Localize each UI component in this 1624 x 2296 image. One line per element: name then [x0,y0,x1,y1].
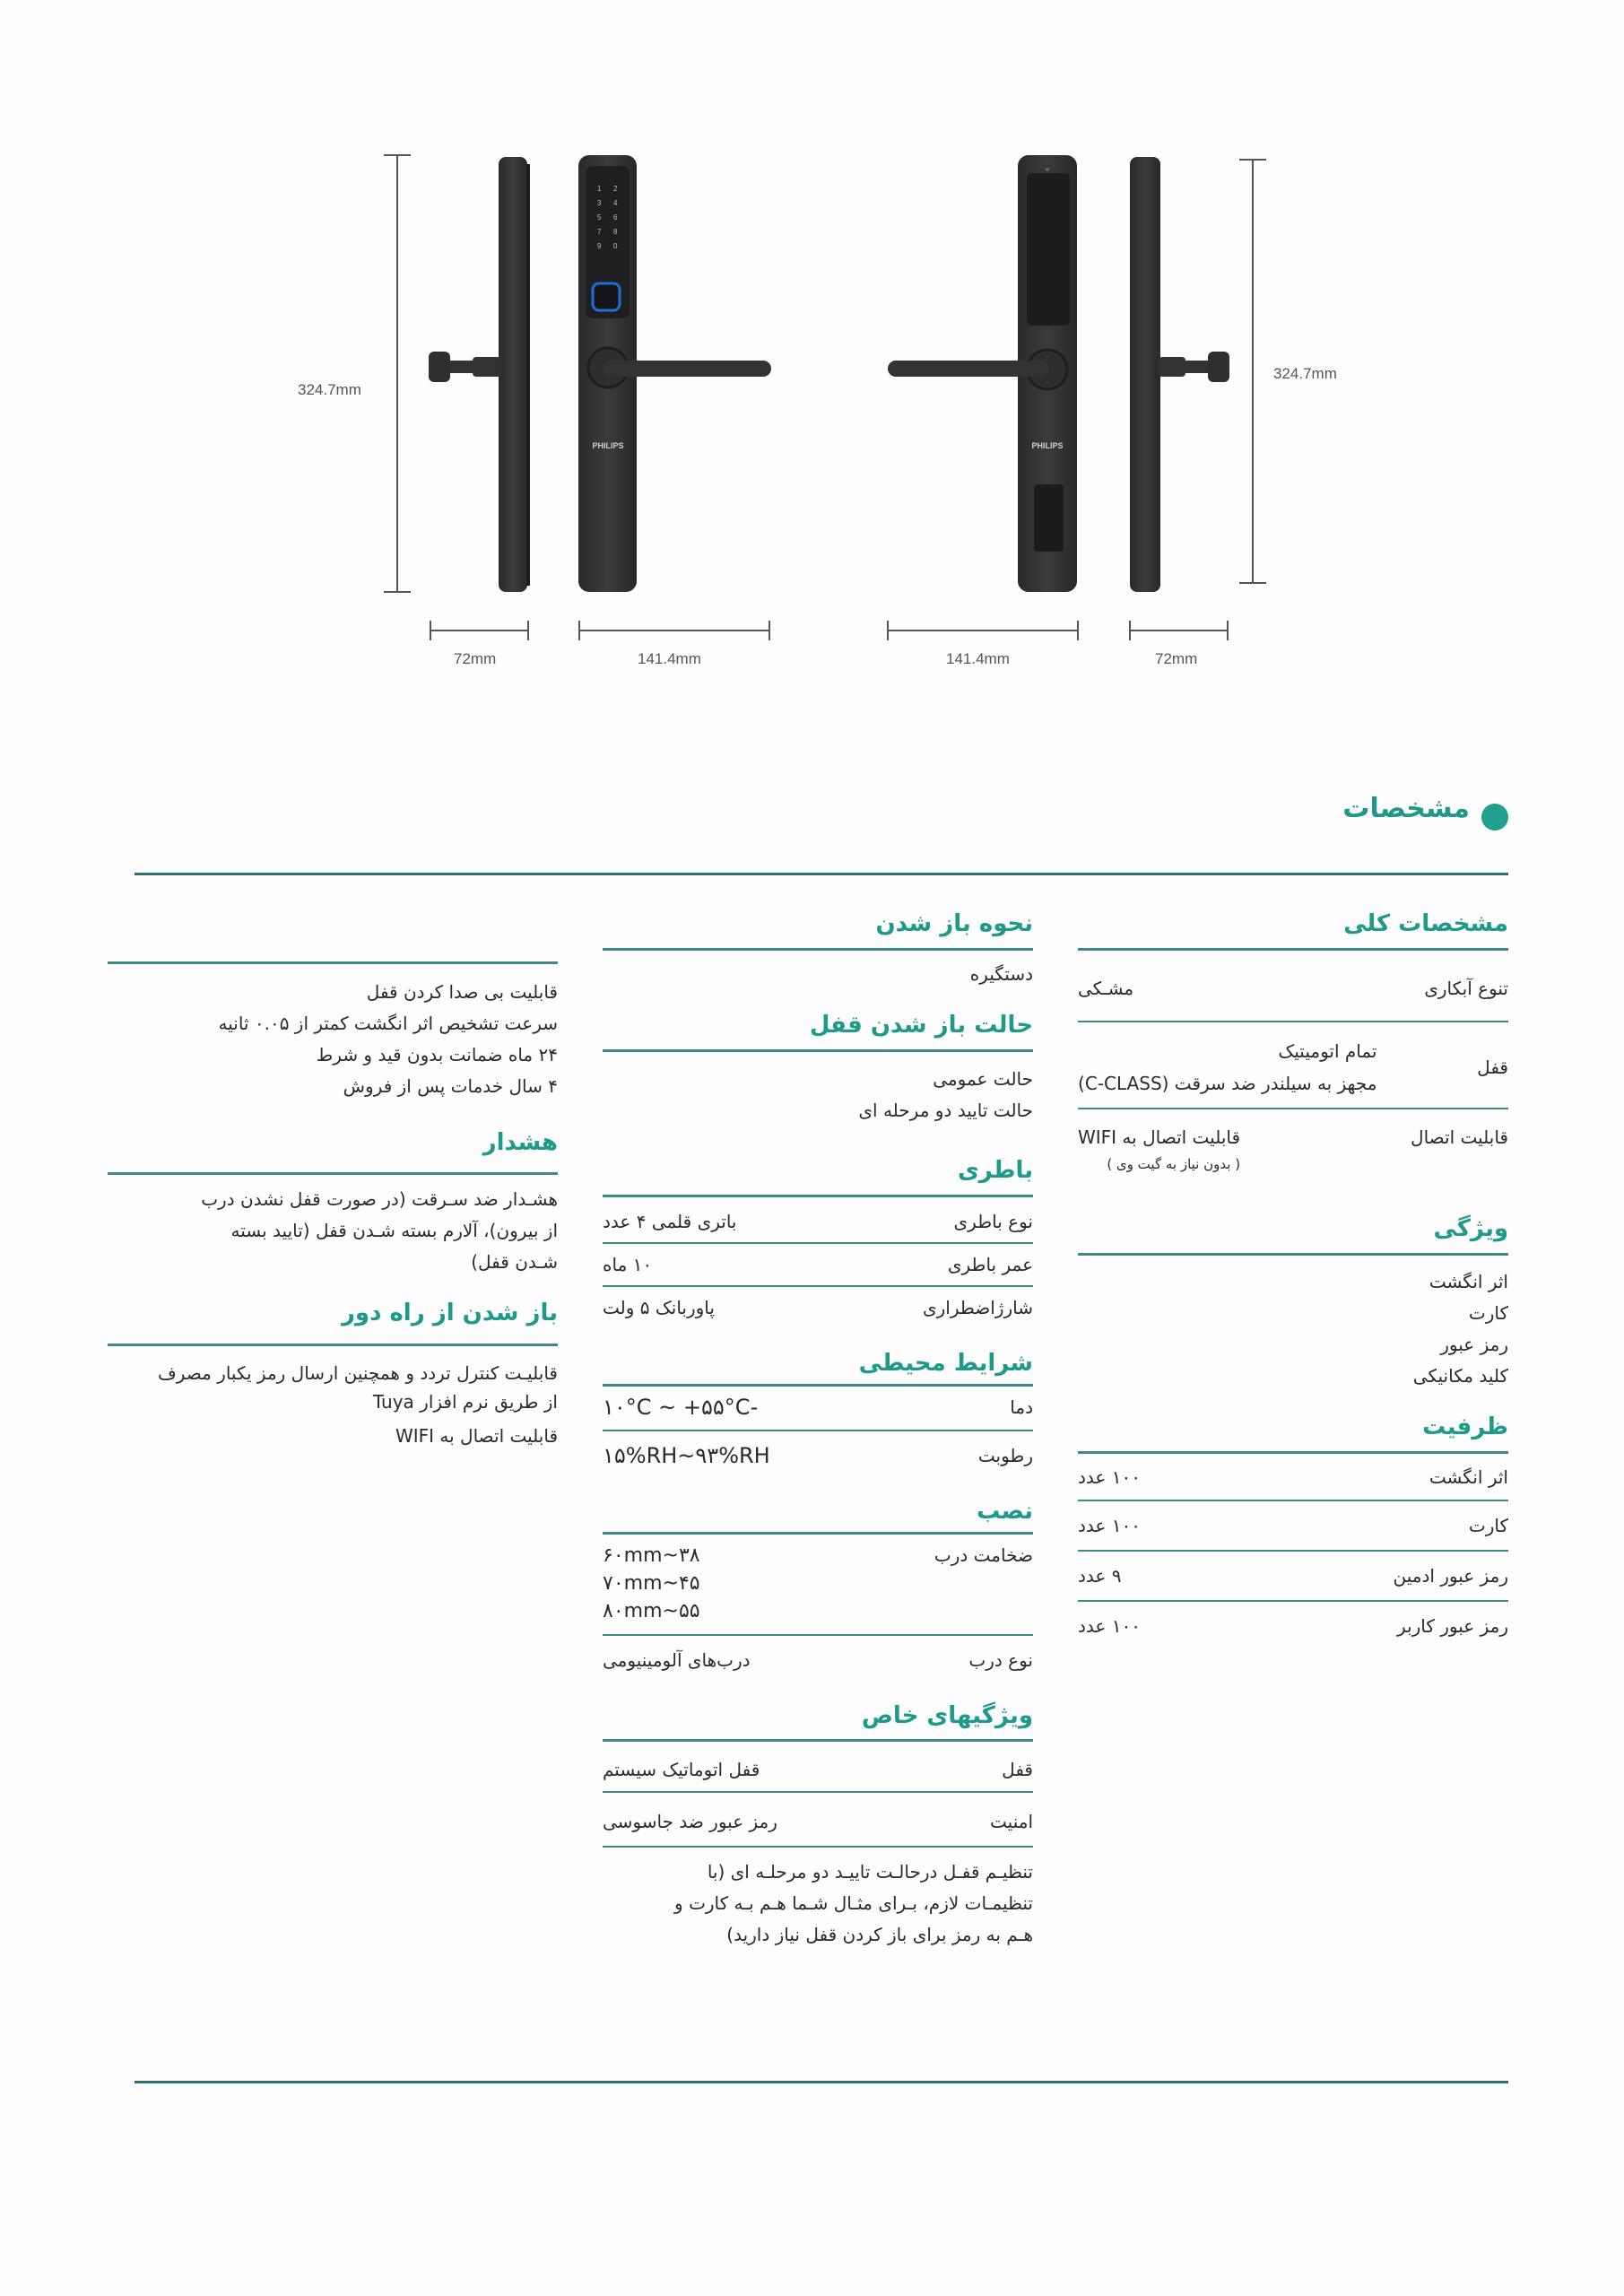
extra-item: ۲۴ ماه ضمانت بدون قید و شرط [316,1044,558,1065]
width-label: 141.4mm [946,650,1010,667]
install-row [603,1542,1033,1625]
lock-front-view-left [578,155,771,592]
section-title: مشخصات [1342,793,1470,824]
feature-list [1078,1266,1508,1392]
note-line: هـم به رمز برای باز کردن قفل نیاز دارید) [726,1924,1033,1945]
lock-front-view-right [888,155,1077,592]
divider [1078,1600,1508,1602]
capacity-label: کارت [1468,1515,1508,1536]
battery-row [603,1251,1033,1278]
height-label-left: 324.7mm [298,381,361,398]
divider [1078,1253,1508,1256]
environment-row [603,1442,1033,1469]
feature-item: رمز عبور [1440,1334,1508,1355]
warning-line: شـدن قفل) [471,1251,558,1273]
product-dimension-drawing [0,0,1624,718]
battery-label: شارژاضطراری [922,1297,1033,1318]
remote-line: از طریق نرم افزار Tuya [372,1391,558,1413]
unlock-mode-item: حالت تایید دو مرحله ای [858,1100,1033,1121]
divider [603,1846,1033,1848]
capacity-label: اثر انگشت [1429,1466,1508,1488]
capacity-value: ۱۰۰ عدد [1078,1515,1141,1536]
battery-row [603,1294,1033,1321]
spec-value [1078,1124,1240,1178]
divider [1078,1550,1508,1552]
spec-row [1078,975,1508,1002]
divider [1078,1108,1508,1109]
width-dimensions [430,621,1228,640]
unlock-mode-item: حالت عمومی [933,1068,1033,1090]
warning-line: از بیرون)، آلارم بسته شـدن قفل (تایید بسته [230,1220,558,1241]
thickness-value: ۵۵~۸۰mm [603,1600,700,1622]
capacity-label: رمز عبور کاربر [1397,1615,1508,1637]
warning-title: هشدار [482,1129,558,1156]
unlock-mode-title: حالت باز شدن قفل [809,1012,1033,1039]
install-row [603,1647,1033,1674]
feature-item: کلید مکانیکی [1412,1365,1508,1387]
spec-row [1078,1124,1508,1178]
fingerprint-sensor-icon [593,283,620,310]
remote-title: باز شدن از راه دور [341,1300,558,1326]
divider [603,1532,1033,1535]
spec-value-line: ( بدون نیاز به گیت وی ) [1107,1156,1241,1172]
brand-logo: PHILIPS [1031,441,1064,450]
divider [1078,1021,1508,1022]
capacity-title: ظرفیت [1422,1413,1508,1440]
install-label: ضخامت درب [934,1544,1033,1566]
battery-value: پاوربانک ۵ ولت [603,1297,715,1318]
opening-value: دستگیره [969,963,1033,985]
battery-row [603,1208,1033,1235]
special-value: رمز عبور ضد جاسوسی [603,1811,777,1832]
battery-title: باطری [957,1157,1033,1184]
extra-item: قابلیت بی صدا کردن قفل [366,981,558,1003]
capacity-value: ۱۰۰ عدد [1078,1466,1141,1488]
extra-item: سرعت تشخیص اثر انگشت کمتر از ۰.۰۵ ثانیه [218,1013,558,1034]
environment-label: رطوبت [977,1445,1033,1466]
keypad-key: 3 [597,199,602,207]
note-line: تنظیمـات لازم، بـرای مثـال شـما هـم بـه کارت و [674,1892,1033,1914]
spec-label: تنوع آبکاری [1424,978,1508,999]
spec-row [1078,1038,1508,1097]
spec-value: مشـکی [1078,978,1134,999]
divider [603,1634,1033,1636]
divider [1078,1451,1508,1454]
install-value: درب‌های آلومینیومی [603,1649,751,1671]
special-label: قفل [1002,1759,1033,1780]
top-divider [135,873,1508,875]
bottom-divider [135,2081,1508,2083]
feature-item: کارت [1468,1302,1508,1324]
capacity-value: ۱۰۰ عدد [1078,1615,1141,1637]
remote-line: قابلیـت کنترل تردد و همچنین ارسال رمز یکبار مصرف [157,1362,558,1384]
height-label-right: 324.7mm [1273,365,1337,382]
spec-value-line: تمام اتومیتیک [1278,1040,1377,1062]
special-features-title: ویژگیهای خاص [861,1702,1033,1729]
spec-value-line: قابلیت اتصال به WIFI [1078,1126,1241,1148]
divider [603,1384,1033,1387]
unlock-mode-list [603,1064,1033,1126]
install-label: نوع درب [968,1649,1033,1671]
divider [603,1195,1033,1197]
remote-text [108,1359,558,1456]
lock-side-view-left [429,157,530,592]
capacity-row [1078,1464,1508,1491]
general-specs-title: مشخصات کلی [1343,910,1508,937]
special-label: امنیت [990,1811,1033,1832]
divider [1078,948,1508,951]
divider [603,1049,1033,1052]
thickness-value: ۴۵~۷۰mm [603,1572,700,1595]
divider [603,1285,1033,1287]
lock-side-view-right [1130,157,1229,592]
feature-item: اثر انگشت [1429,1271,1508,1292]
battery-label: نوع باطری [953,1211,1033,1232]
spec-value-line: مجهز به سیلندر ضد سرقت (C-CLASS) [1078,1073,1377,1094]
opening-title: نحوه باز شدن [875,910,1033,937]
keypad-key: 9 [597,242,602,250]
special-value: قفل اتوماتیک سیستم [603,1759,760,1780]
divider [108,1344,558,1346]
special-row [603,1756,1033,1783]
capacity-label: رمز عبور ادمین [1393,1565,1508,1587]
capacity-row [1078,1613,1508,1639]
warning-line: هشـدار ضد سـرقت (در صورت قفل نشدن درب [201,1188,558,1210]
height-dimension-right [1239,160,1266,583]
width-label: 141.4mm [638,650,701,667]
battery-value: ۱۰ ماه [603,1254,653,1275]
extras-list [108,977,558,1102]
keypad-key: 8 [613,228,618,236]
spec-value [1078,1038,1376,1097]
width-label: 72mm [1155,650,1198,667]
keypad-key: 7 [597,228,602,236]
remote-line: قابلیت اتصال به WIFI [395,1425,558,1447]
keypad-key: 6 [613,213,618,222]
operation-specs-column [603,909,1033,1951]
environment-title: شرایط محیطی [858,1350,1033,1377]
environment-value: -۱۰°C ~ +۵۵°C [603,1395,759,1420]
divider [108,961,558,964]
divider [108,1172,558,1175]
warning-text [108,1184,558,1278]
feature-title: ویژگی [1433,1215,1508,1242]
special-note [603,1857,1033,1951]
keypad-key: 1 [597,185,602,193]
capacity-row [1078,1562,1508,1589]
divider [603,1739,1033,1742]
height-dimension-left [384,155,411,592]
divider [603,1242,1033,1244]
battery-value: باتری قلمی ۴ عدد [603,1211,737,1232]
keypad-key: 4 [613,199,618,207]
keypad-key: 0 [613,242,618,250]
environment-row [603,1394,1033,1421]
capacity-value: ۹ عدد [1078,1565,1122,1587]
divider [1078,1500,1508,1501]
keypad-key: 2 [613,185,618,193]
spec-label: قابلیت اتصال [1411,1126,1508,1148]
general-specs-column [1078,909,1508,1639]
thickness-value: ۳۸~۶۰mm [603,1544,700,1567]
capacity-row [1078,1512,1508,1539]
divider [603,1430,1033,1431]
brand-logo: PHILIPS [592,441,624,450]
install-value [603,1542,700,1625]
width-label: 72mm [454,650,497,667]
keypad-key: 5 [597,213,602,222]
note-line: تنظیـم قفـل درحالـت تاییـد دو مرحلـه ای (با [707,1861,1033,1883]
section-bullet-icon [1481,804,1508,831]
environment-value: ۱۵%RH~۹۳%RH [603,1443,770,1468]
special-row [603,1808,1033,1835]
install-title: نصب [977,1498,1033,1525]
environment-label: دما [1010,1396,1033,1418]
divider [603,948,1033,951]
spec-label: قفل [1477,1057,1508,1078]
battery-label: عمر باطری [947,1254,1033,1275]
extras-column [108,952,558,1456]
divider [603,1791,1033,1793]
extra-item: ۴ سال خدمات پس از فروش [343,1075,558,1097]
